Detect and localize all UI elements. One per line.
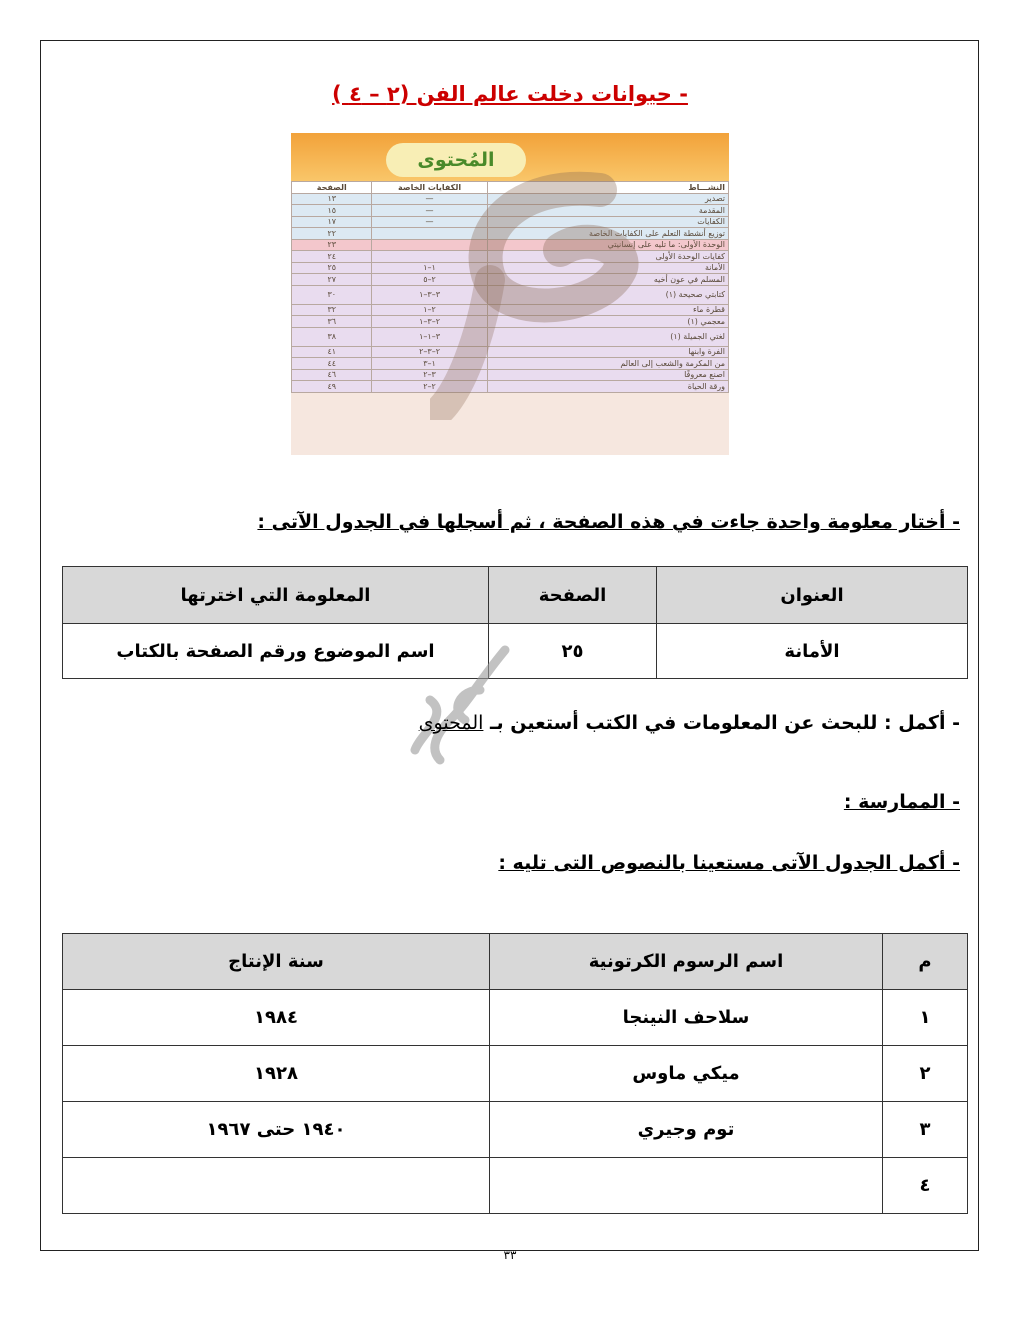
toc-row: الفرة وابنها ٢–٣–٢ ٤١: [292, 346, 729, 358]
cell-info: اسم الموضوع ورقم الصفحة بالكتاب: [63, 624, 489, 679]
cell-number: ١: [883, 990, 968, 1046]
toc-col-competency: الكفايات الخاصة: [372, 182, 487, 194]
cartoon-table: [62, 933, 968, 1214]
toc-row: الكفايات — ١٧: [292, 216, 729, 228]
toc-col-activity: النشـــاط: [487, 182, 728, 194]
question-1: - أختار معلومة واحدة جاءت في هذه الصفحة ، ثم أسجلها في الجدول الآتى :: [257, 511, 960, 533]
question-2: [419, 712, 960, 734]
toc-table: [291, 181, 729, 393]
toc-row: الأمانة ١–١ ٢٥: [292, 262, 729, 274]
cell-year: [63, 1158, 490, 1214]
toc-row: تصدير — ١٣: [292, 193, 729, 205]
toc-row: اصنع معروفًا ٣–٢ ٤٦: [292, 369, 729, 381]
table-row: [63, 1158, 968, 1214]
toc-heading: المُحتوى: [386, 143, 526, 177]
toc-row: كتابتي صحيحة (١) ٣–٣–١ ٣٠: [292, 285, 729, 304]
col-page: الصفحة: [489, 567, 657, 624]
info-table-row: [63, 624, 968, 679]
toc-row: معجمي (١) ٢–٣–١ ٣٦: [292, 316, 729, 328]
toc-row: لغتي الجميلة (١) ٣–١–١ ٣٨: [292, 327, 729, 346]
toc-col-page: الصفحة: [292, 182, 372, 194]
toc-row: ورقة الحياة ٢–٢ ٤٩: [292, 381, 729, 393]
toc-row: قطرة ماء ٢–١ ٣٢: [292, 304, 729, 316]
table-row: [63, 1102, 968, 1158]
toc-row: كفايات الوحدة الأولى ٢٤: [292, 251, 729, 263]
info-table: [62, 566, 968, 679]
toc-row: من المكرمة والشعب إلى العالم ١–٣ ٤٤: [292, 358, 729, 370]
cell-cartoon-name: ميكي ماوس: [490, 1046, 883, 1102]
info-table-header: [63, 567, 968, 624]
col-cartoon-name: اسم الرسوم الكرتونية: [490, 934, 883, 990]
toc-row: الوحدة الأولى: ما تليه على إنسانيتي ٢٣: [292, 239, 729, 251]
toc-row: توزيع أنشطة التعلم على الكفايات الخاصة ٢٢: [292, 228, 729, 240]
col-year: سنة الإنتاج: [63, 934, 490, 990]
cell-title: الأمانة: [657, 624, 968, 679]
question-4: - أكمل الجدول الآتى مستعينا بالنصوص التى تليه :: [498, 852, 960, 874]
cell-page: ٢٥: [489, 624, 657, 679]
toc-header-band: [291, 133, 729, 181]
col-info: المعلومة التي اخترتها: [63, 567, 489, 624]
col-title: العنوان: [657, 567, 968, 624]
cell-year: ١٩٢٨: [63, 1046, 490, 1102]
page-title: - حيوانات دخلت عالم الفن (٢ – ٤ ): [332, 82, 688, 106]
cell-year: ١٩٨٤: [63, 990, 490, 1046]
toc-header-row: [292, 182, 729, 194]
cell-number: ٤: [883, 1158, 968, 1214]
cell-number: ٣: [883, 1102, 968, 1158]
question-2-text: - أكمل : للبحث عن المعلومات في الكتب أستعين بـ: [483, 712, 960, 734]
cartoon-table-header: [63, 934, 968, 990]
toc-image: [291, 133, 729, 455]
cell-year: ١٩٤٠ حتى ١٩٦٧: [63, 1102, 490, 1158]
practice-heading: - الممارسة :: [843, 791, 960, 813]
toc-row: المسلم في عون أخيه ٢–٥ ٢٧: [292, 274, 729, 286]
cell-cartoon-name: [490, 1158, 883, 1214]
cell-number: ٢: [883, 1046, 968, 1102]
table-row: [63, 990, 968, 1046]
cell-cartoon-name: توم وجيري: [490, 1102, 883, 1158]
toc-row: المقدمة — ١٥: [292, 205, 729, 217]
page-number: ٣٣: [503, 1248, 517, 1262]
question-2-answer: المحتوى: [418, 712, 484, 734]
col-number: م: [883, 934, 968, 990]
cell-cartoon-name: سلاحف النينجا: [490, 990, 883, 1046]
table-row: [63, 1046, 968, 1102]
